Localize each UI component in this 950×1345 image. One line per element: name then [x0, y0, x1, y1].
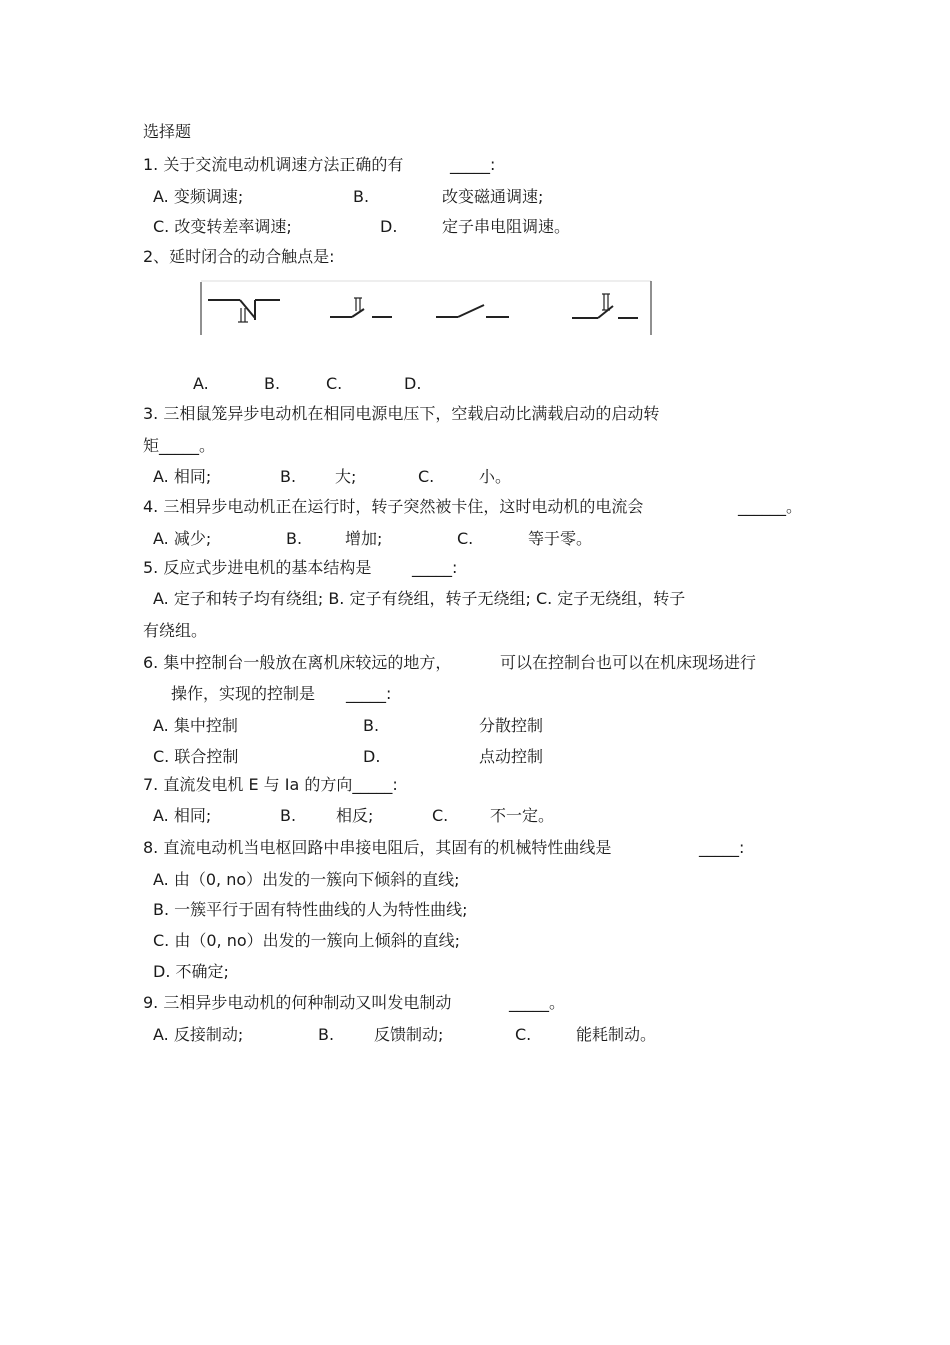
symbol-a [208, 300, 280, 322]
q3-option-c-text: 小。 [479, 467, 512, 486]
symbol-c [436, 305, 509, 317]
q6-stem-b: 可以在控制台也可以在机床现场进行 [500, 653, 757, 672]
q2-option-d: D. [404, 374, 422, 393]
contact-symbols-diagram [200, 280, 652, 335]
q4-option-c-label: C. [457, 529, 474, 548]
q1-blank: _____: [450, 155, 496, 174]
section-title: 选择题 [143, 122, 192, 141]
q4-option-b-label: B. [286, 529, 303, 548]
q3-option-c-label: C. [418, 467, 435, 486]
q8-option-b: B. 一簇平行于固有特性曲线的人为特性曲线; [153, 900, 468, 919]
q5-stem: 5. 反应式步进电机的基本结构是 [143, 558, 372, 577]
q4-option-c-text: 等于零。 [528, 529, 593, 548]
q6-option-b-text: 分散控制 [479, 716, 544, 735]
q7-option-a: A. 相同; [153, 806, 212, 825]
q6-option-d-label: D. [363, 747, 381, 766]
q5-blank: _____: [412, 558, 458, 577]
q4-stem: 4. 三相异步电动机正在运行时，转子突然被卡住，这时电动机的电流会 [143, 497, 644, 516]
q9-option-a: A. 反接制动; [153, 1025, 244, 1044]
q3-stem-cont: 矩_____。 [143, 436, 216, 455]
q2-stem: 2、延时闭合的动合触点是: [143, 247, 335, 266]
q1-option-a: A. 变频调速; [153, 187, 244, 206]
q7-option-b-label: B. [280, 806, 297, 825]
q6-blank: _____: [346, 684, 392, 703]
q2-option-b: B. [264, 374, 281, 393]
q1-stem: 1. 关于交流电动机调速方法正确的有 [143, 155, 404, 174]
q5-options-cont: 有绕组。 [143, 621, 208, 640]
symbol-d [572, 294, 638, 318]
q4-option-a: A. 减少; [153, 529, 212, 548]
q9-option-c-label: C. [515, 1025, 532, 1044]
q9-option-b-label: B. [318, 1025, 335, 1044]
q1-option-d-text: 定子串电阻调速。 [442, 217, 571, 236]
q1-option-b-text: 改变磁通调速; [442, 187, 544, 206]
q6-option-a: A. 集中控制 [153, 716, 238, 735]
q3-option-b-label: B. [280, 467, 297, 486]
q2-option-a: A. [193, 374, 209, 393]
q8-option-a: A. 由（0, no）出发的一簇向下倾斜的直线; [153, 870, 460, 889]
q7-stem: 7. 直流发电机 E 与 Ia 的方向_____: [143, 775, 398, 794]
q6-option-d-text: 点动控制 [479, 747, 544, 766]
q9-option-c-text: 能耗制动。 [576, 1025, 657, 1044]
q6-option-c: C. 联合控制 [153, 747, 239, 766]
q1-option-c: C. 改变转差率调速; [153, 217, 292, 236]
q8-blank: _____: [699, 838, 745, 857]
q6-option-b-label: B. [363, 716, 380, 735]
q4-option-b-text: 增加; [345, 529, 383, 548]
q1-option-d-label: D. [380, 217, 398, 236]
q9-blank: _____。 [509, 993, 566, 1012]
q1-option-b-label: B. [353, 187, 370, 206]
q9-option-b-text: 反馈制动; [374, 1025, 444, 1044]
q6-stem: 6. 集中控制台一般放在离机床较远的地方， [143, 653, 452, 672]
q8-option-c: C. 由（0, no）出发的一簇向上倾斜的直线; [153, 931, 461, 950]
q7-option-c-label: C. [432, 806, 449, 825]
symbol-b [330, 298, 392, 317]
q3-option-a: A. 相同; [153, 467, 212, 486]
q7-option-b-text: 相反; [336, 806, 374, 825]
q9-stem: 9. 三相异步电动机的何种制动又叫发电制动 [143, 993, 452, 1012]
q7-option-c-text: 不一定。 [490, 806, 555, 825]
q4-blank: ______。 [738, 497, 803, 516]
q2-option-c: C. [326, 374, 343, 393]
q8-stem: 8. 直流电动机当电枢回路中串接电阻后，其固有的机械特性曲线是 [143, 838, 612, 857]
q8-option-d: D. 不确定; [153, 962, 229, 981]
q5-options: A. 定子和转子均有绕组; B. 定子有绕组，转子无绕组; C. 定子无绕组，转子 [153, 589, 686, 608]
q3-option-b-text: 大; [335, 467, 357, 486]
q3-stem: 3. 三相鼠笼异步电动机在相同电源电压下，空载启动比满载启动的启动转 [143, 404, 660, 423]
q6-stem-cont: 操作，实现的控制是 [171, 684, 316, 703]
